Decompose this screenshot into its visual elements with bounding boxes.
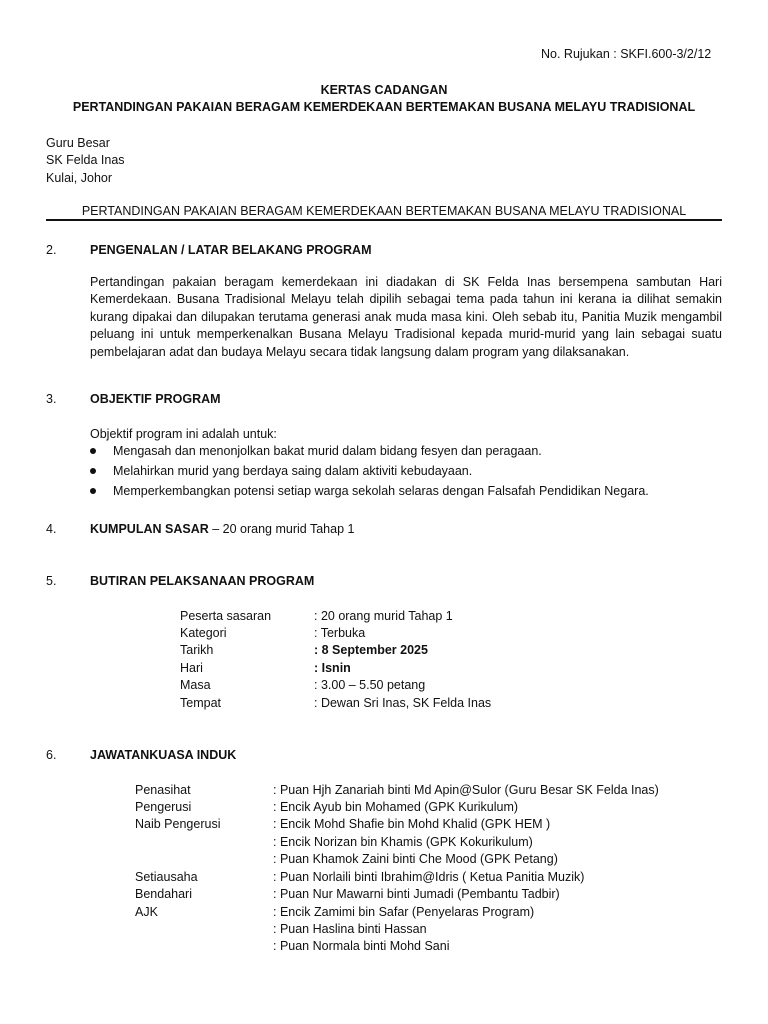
detail-label-time: Masa <box>180 678 211 692</box>
committee-member: : Puan Norlaili binti Ibrahim@Idris ( Ketua Panitia Muzik) <box>273 870 585 884</box>
detail-value-day: : Isnin <box>314 661 351 675</box>
committee-member: : Puan Haslina binti Hassan <box>273 922 427 936</box>
section-5-title: BUTIRAN PELAKSANAAN PROGRAM <box>90 574 315 588</box>
recipient-line-2: SK Felda Inas <box>46 153 125 167</box>
committee-member: : Puan Hjh Zanariah binti Md Apin@Sulor (Guru Besar SK Felda Inas) <box>273 783 659 797</box>
bullet-icon <box>90 468 96 474</box>
committee-member: : Encik Ayub bin Mohamed (GPK Kurikulum) <box>273 800 519 814</box>
objective-item: Melahirkan murid yang berdaya saing dalam aktiviti kebudayaan. <box>113 464 473 478</box>
section-2-number: 2. <box>46 243 57 257</box>
objective-item: Mengasah dan menonjolkan bakat murid dalam bidang fesyen dan peragaan. <box>113 444 542 458</box>
committee-role: Pengerusi <box>135 800 192 814</box>
section-3-number: 3. <box>46 392 57 406</box>
committee-member: : Puan Normala binti Mohd Sani <box>273 939 450 953</box>
detail-label-date: Tarikh <box>180 643 214 657</box>
detail-value-category: : Terbuka <box>314 626 366 640</box>
section-2-title: PENGENALAN / LATAR BELAKANG PROGRAM <box>90 243 372 257</box>
recipient-line-1: Guru Besar <box>46 136 110 150</box>
detail-value-time: : 3.00 – 5.50 petang <box>314 678 426 692</box>
section-4-line <box>90 522 354 536</box>
section-5-number: 5. <box>46 574 57 588</box>
detail-label-category: Kategori <box>180 626 227 640</box>
committee-role: Naib Pengerusi <box>135 817 221 831</box>
detail-label-day: Hari <box>180 661 203 675</box>
detail-value-participants: : 20 orang murid Tahap 1 <box>314 609 453 623</box>
detail-label-participants: Peserta sasaran <box>180 609 272 623</box>
section-6-number: 6. <box>46 748 57 762</box>
section-3-intro: Objektif program ini adalah untuk: <box>90 427 277 441</box>
detail-label-venue: Tempat <box>180 696 221 710</box>
committee-role: Setiausaha <box>135 870 198 884</box>
reference-number: No. Rujukan : SKFI.600-3/2/12 <box>541 47 712 61</box>
committee-role: Penasihat <box>135 783 191 797</box>
section-4-number: 4. <box>46 522 57 536</box>
section-3-title: OBJEKTIF PROGRAM <box>90 392 221 406</box>
committee-member: : Puan Nur Mawarni binti Jumadi (Pembantu Tadbir) <box>273 887 560 901</box>
subject-divider <box>46 219 722 221</box>
committee-member: : Puan Khamok Zaini binti Che Mood (GPK Petang) <box>273 852 558 866</box>
detail-value-venue: : Dewan Sri Inas, SK Felda Inas <box>314 696 492 710</box>
section-4-text: – 20 orang murid Tahap 1 <box>208 522 355 536</box>
section-6-title: JAWATANKUASA INDUK <box>90 748 237 762</box>
section-4-title: KUMPULAN SASAR <box>90 522 209 536</box>
subject-line: PERTANDINGAN PAKAIAN BERAGAM KEMERDEKAAN BERTEMAKAN BUSANA MELAYU TRADISIONAL <box>81 204 687 218</box>
detail-value-date: : 8 September 2025 <box>314 643 428 657</box>
bullet-icon <box>90 488 96 494</box>
committee-member: : Encik Norizan bin Khamis (GPK Kokurikulum) <box>273 835 533 849</box>
bullet-icon <box>90 448 96 454</box>
document-title: KERTAS CADANGAN <box>320 83 448 97</box>
committee-role: AJK <box>135 905 158 919</box>
objective-item: Memperkembangkan potensi setiap warga sekolah selaras dengan Falsafah Pendidikan Negara. <box>113 484 649 498</box>
committee-member: : Encik Mohd Shafie bin Mohd Khalid (GPK HEM ) <box>273 817 551 831</box>
section-2-paragraph: Pertandingan pakaian beragam kemerdekaan ini diadakan di SK Felda Inas bersempena sambutan Hari Kemerdekaan. Busana Tradisional Melayu telah dipilih sebagai tema pada tahun ini kerana ia dilihat semakin kurang dipakai dan dilupakan terutama generasi anak muda masa kini. Oleh sebab itu, Panitia Muzik mengambil peluang ini untuk memperkenalkan Busana Melayu Tradisional kepada murid-murid yang lain sebagai suatu pembelajaran adat dan budaya Melayu secara tidak langsung dalam program yang dilaksanakan. <box>90 275 722 359</box>
recipient-line-3: Kulai, Johor <box>46 171 113 185</box>
committee-member: : Encik Zamimi bin Safar (Penyelaras Program) <box>273 905 535 919</box>
committee-role: Bendahari <box>135 887 192 901</box>
document-subtitle: PERTANDINGAN PAKAIAN BERAGAM KEMERDEKAAN BERTEMAKAN BUSANA MELAYU TRADISIONAL <box>72 100 696 114</box>
